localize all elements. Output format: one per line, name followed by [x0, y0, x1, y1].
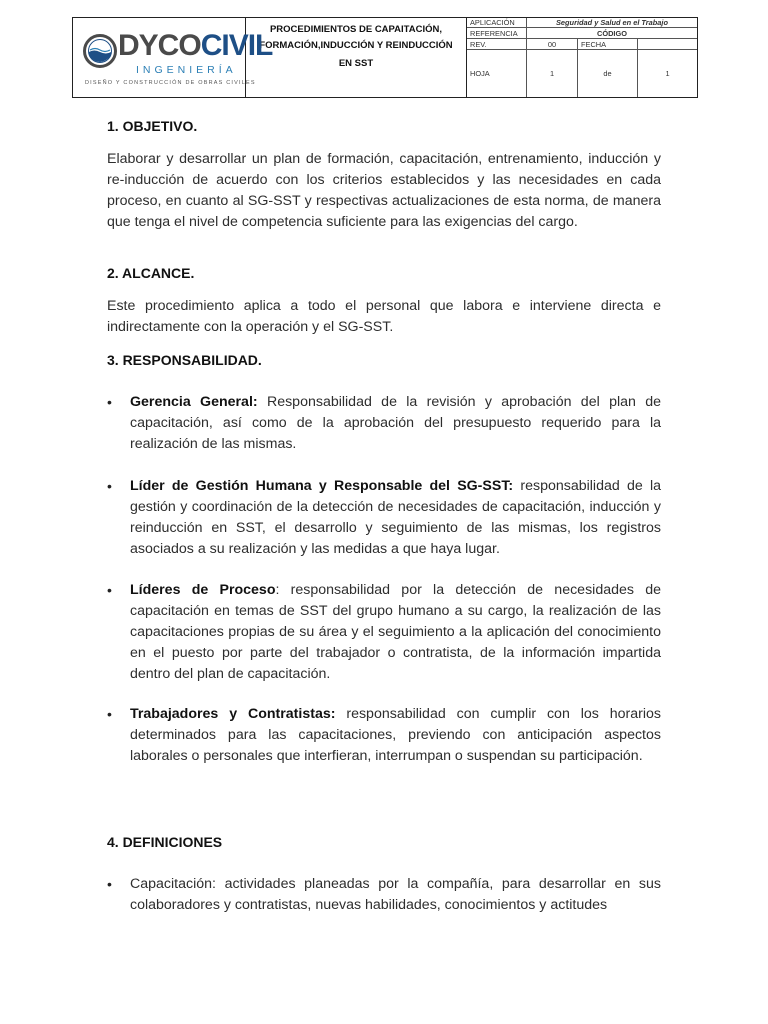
- objetivo-paragraph: Elaborar y desarrollar un plan de formación, capacitación, entrenamiento, inducción y re-inducción de acuerdo con los criterios establecidos y las necesidades en cada proceso, en cuanto al SG-SST y respectivas actualizaciones de esta norma, de manera que tenga el nivel de competencia suficiente para las exigencias del cargo.: [107, 151, 661, 230]
- document-meta-table: [467, 18, 697, 97]
- hoja-value: 1: [527, 50, 578, 97]
- section-heading-responsabilidad: 3. RESPONSABILIDAD.: [107, 352, 262, 368]
- company-logo: [73, 18, 273, 97]
- bullet-dot: •: [107, 582, 112, 598]
- rev-label: REV.: [467, 39, 527, 50]
- hoja-label: HOJA: [467, 50, 527, 97]
- list-item-text: Responsabilidad de la revisión y aprobación del plan de capacitación, así como de la aprobación del presupuesto requerido para la realización de las mismas.: [130, 394, 661, 452]
- fecha-value: [638, 39, 697, 50]
- list-item-text: responsabilidad con cumplir con los horarios determinados para las capacitaciones, previendo con anticipación aspectos laborales o personales que interfieran, interrumpan o suspendan su participación.: [130, 706, 661, 764]
- rev-value: 00: [527, 39, 578, 50]
- de-label: de: [578, 50, 638, 97]
- bullet-dot: •: [107, 706, 112, 722]
- bullet-dot: •: [107, 394, 112, 410]
- list-item: [107, 580, 661, 685]
- fecha-label: FECHA: [578, 39, 638, 50]
- document-title-line-1: PROCEDIMIENTOS DE CAPAITACIÓN,: [269, 24, 443, 35]
- section-heading-definiciones: 4. DEFINICIONES: [107, 834, 223, 850]
- list-item-label: Trabajadores y Contratistas:: [130, 706, 336, 722]
- logo-wordmark: [118, 31, 272, 61]
- document-title: [246, 18, 467, 97]
- logo-wordmark-part2: CIVIL: [200, 29, 273, 62]
- bullet-dot: •: [107, 478, 112, 494]
- list-item-label: Líderes de Proceso: [130, 582, 276, 598]
- section-heading-alcance: 2. ALCANCE.: [107, 265, 195, 281]
- list-item: [107, 392, 661, 455]
- referencia-label: REFERENCIA: [467, 28, 527, 39]
- codigo-label: CÓDIGO: [527, 28, 697, 39]
- logo-wordmark-part1: DYCO: [118, 29, 201, 62]
- logo-subtitle: INGENIERÍA: [136, 64, 237, 76]
- document-title-line-3: EN SST: [338, 58, 374, 70]
- bullet-dot: •: [107, 876, 112, 892]
- de-value: 1: [665, 69, 670, 78]
- list-item-text: responsabilidad de la gestión y coordinación de la detección de necesidades de capacitación, inducción y reinducción en SST, el desarrollo y seguimiento de las mismas, los registros asociados a su realización y las medidas a que haya lugar.: [130, 478, 661, 557]
- list-item: [107, 874, 661, 916]
- list-item-text: : responsabilidad por la detección de necesidades de capacitación en temas de SST del grupo humano a su cargo, la realización de las capacitaciones propias de su área y el seguimiento a la aplicación del conocimiento en el puesto por parte del trabajador o contratista, de la información impartida dentro del plan de capacitación.: [130, 582, 661, 682]
- list-item: [107, 476, 661, 560]
- globe-water-icon: [83, 34, 117, 68]
- list-item-label: Líder de Gestión Humana y Responsable del SG-SST:: [130, 478, 514, 494]
- aplicacion-label: APLICACIÓN: [467, 18, 527, 28]
- document-header: [72, 17, 698, 98]
- document-title-line-2: FORMACIÓN,INDUCCIÓN Y REINDUCCIÓN: [259, 40, 453, 52]
- alcance-paragraph: Este procedimiento aplica a todo el personal que labora e interviene directa e indirectamente con la operación y el SG-SST.: [107, 298, 661, 335]
- list-item-text: Capacitación: actividades planeadas por la compañía, para desarrollar en sus colaboradores y contratistas, nuevas habilidades, conocimientos y actitudes: [130, 876, 661, 913]
- logo-tagline: DISEÑO Y CONSTRUCCIÓN DE OBRAS CIVILES: [85, 80, 256, 86]
- list-item: [107, 704, 661, 767]
- section-heading-objetivo: 1. OBJETIVO.: [107, 118, 198, 134]
- list-item-label: Gerencia General:: [130, 394, 258, 410]
- aplicacion-value: Seguridad y Salud en el Trabajo: [527, 18, 697, 28]
